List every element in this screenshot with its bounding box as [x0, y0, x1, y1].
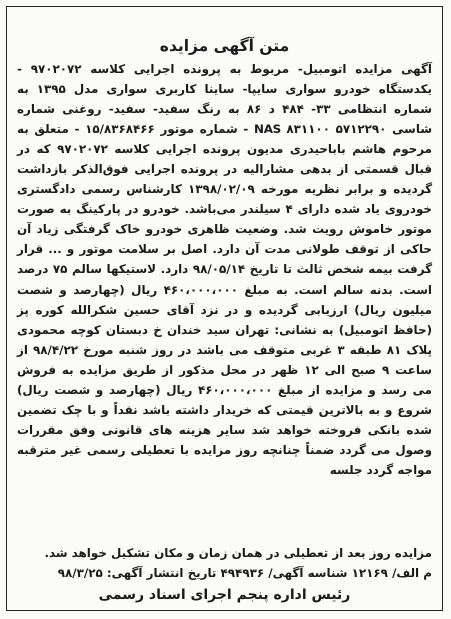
auction-notice	[6, 6, 443, 611]
notice-title: متن آگهی مزایده	[159, 37, 290, 55]
footer-line-session: مزایده روز بعد از تعطیلی در همان زمان و مکان تشکیل خواهد شد.	[44, 546, 432, 560]
footer-line-reference: م الف/ ۱۲۱۶۹ شناسه آگهی/ ۴۹۴۹۳۶ تاریخ انتشار آگهی: ۹۸/۳/۲۵	[57, 566, 432, 581]
notice-body: آگهی مزایده اتومبیل- مربوط به پرونده اجرایی کلاسه ۹۷۰۲۰۷۲ - یکدستگاه خودرو سواری سایپا- ساینا کاربری سواری مدل ۱۳۹۵ به شماره انتظامی ۳۳- ۴۸۴ د ۸۶ به رنگ سفید- سفید- روغنی شماره شاسی ۵۷۱۲۲۹۰ NAS ۸۳۱۱۰۰ - شماره موتور ۱۵/۸۳۶۸۴۶۶ - متعلق به مرحوم هاشم باباحیدری مدیون پرونده اجرایی کلاسه ۹۷۰۲۰۷۲ که در قبال قسمتی از بدهی مشارالیه در پرونده اجرایی فوق‌الذکر بازداشت گردیده و برابر نظریه مورخه ۱۳۹۸/۰۲/۰۹ کارشناس رسمی دادگستری خودروی یاد شده دارای ۴ سیلندر می‌باشد. خودرو در پارکینگ به صورت موتور خاموش رویت شد. وضعیت ظاهری خودرو خاک گرفتگی زیاد آن حاکی از توقف طولانی مدت آن دارد. اصل بر سلامت موتور و ... قرار گرفت بیمه شخص ثالث تا تاریخ ۹۸/۰۵/۱۴ دارد. لاستیکها سالم ۷۵ درصد است. بدنه سالم است. به مبلغ ۴۶۰،۰۰۰،۰۰۰ ریال (چهارصد و شصت میلیون ریال) ارزیابی گردیده و در نزد آقای حسین شکرالله کوره پز (حافظ اتومبیل) به نشانی: تهران سید خندان خ دبستان کوچه محمودی پلاک ۸۱ طبقه ۳ غربی متوقف می باشد در روز شنبه مورخ ۹۸/۴/۲۲ از ساعت ۹ صبح الی ۱۲ ظهر در محل مذکور از طریق مزایده به فروش می رسد و مزایده از مبلغ ۴۶۰،۰۰۰،۰۰۰ ریال (چهارصد و شصت ریال) شروع و به بالاترین قیمتی که خریدار داشته باشد نقداً و با چک تضمین شده بانکی فروخته خواهد شد سایر هزینه های قانونی وفق مقررات وصول می گردد ضمناً چنانچه روز مزایده با تعطیلی رسمی غیر مترقبه مواجه گردد جلسه	[17, 62, 433, 477]
signature-title: رئیس اداره پنجم اجرای اسناد رسمی	[98, 587, 351, 603]
notice-footer	[17, 543, 432, 583]
